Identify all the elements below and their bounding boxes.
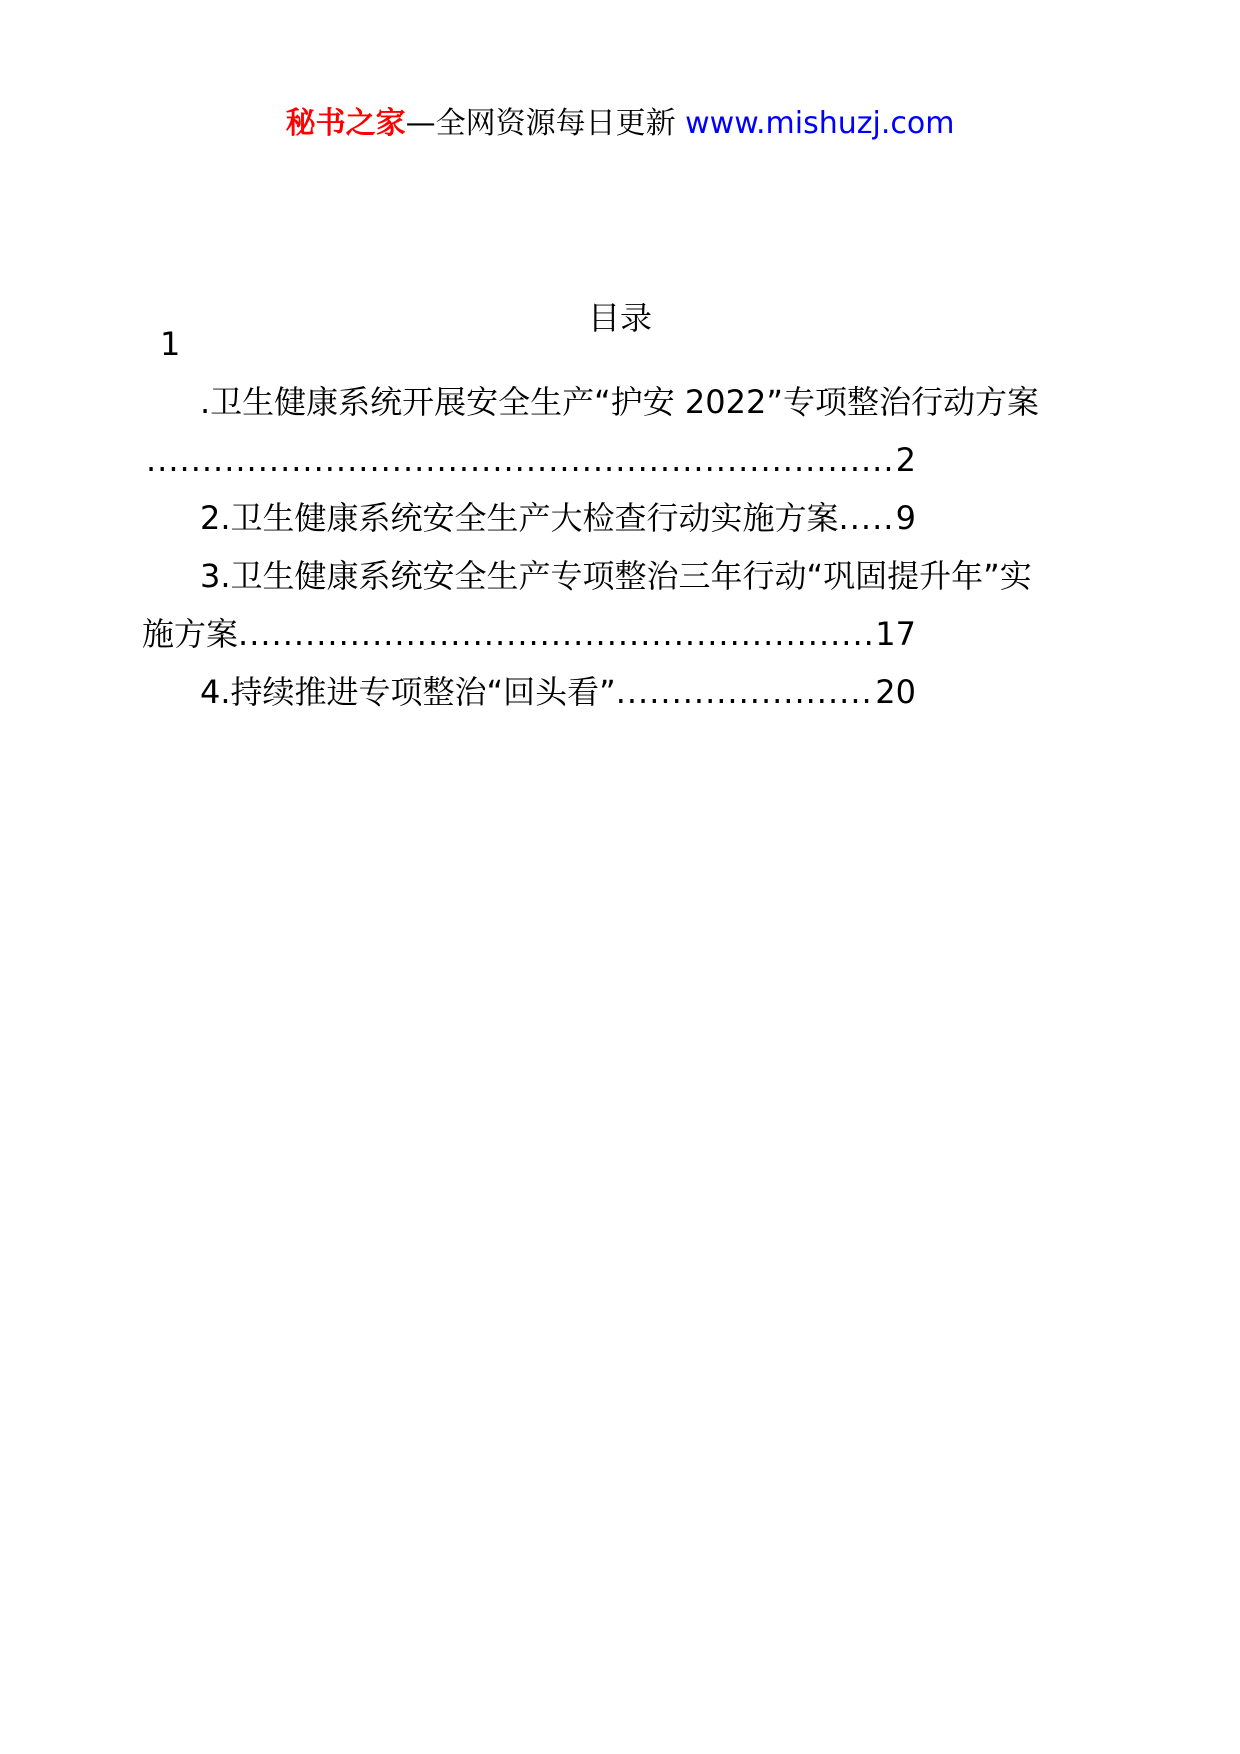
toc-entry-3-page-number: 17 <box>875 615 916 653</box>
site-brand-name: 秘书之家 <box>285 106 406 141</box>
toc-entry-1-title: .卫生健康系统开展安全生产“护安 2022”专项整治行动方案 <box>200 383 1039 421</box>
toc-entry-3-title-line-1: 3.卫生健康系统安全生产专项整治三年行动“巩固提升年”实 <box>200 557 1032 595</box>
toc-entry-2[interactable] <box>200 492 916 544</box>
site-header-banner <box>0 98 1240 150</box>
toc-entry-4-page-number: 20 <box>875 673 916 711</box>
toc-entry-1-leader-row <box>146 434 916 486</box>
toc-entry-1-page-number: 2 <box>895 441 916 479</box>
site-slogan: —全网资源每日更新 <box>405 106 676 141</box>
toc-entry-3-leader-row <box>142 608 916 660</box>
toc-entry-4-dot-leader <box>616 666 876 718</box>
site-url-link[interactable]: www.mishuzj.com <box>685 106 955 141</box>
toc-entry-1-number: 1 <box>160 325 181 363</box>
toc-entry-4[interactable] <box>200 666 916 718</box>
toc-heading: 目录 <box>587 299 652 337</box>
toc-entry-4-title: 4.持续推进专项整治“回头看” <box>200 673 616 711</box>
toc-entry-2-title: 2.卫生健康系统安全生产大检查行动实施方案 <box>200 499 839 537</box>
toc-entry-2-dot-leader <box>839 492 896 544</box>
toc-entry-3-title-line-2: 施方案 <box>142 615 239 653</box>
toc-entry-2-page-number: 9 <box>895 499 916 537</box>
toc-entry-3-dot-leader <box>238 608 875 660</box>
toc-entry-1-dot-leader <box>146 434 896 486</box>
